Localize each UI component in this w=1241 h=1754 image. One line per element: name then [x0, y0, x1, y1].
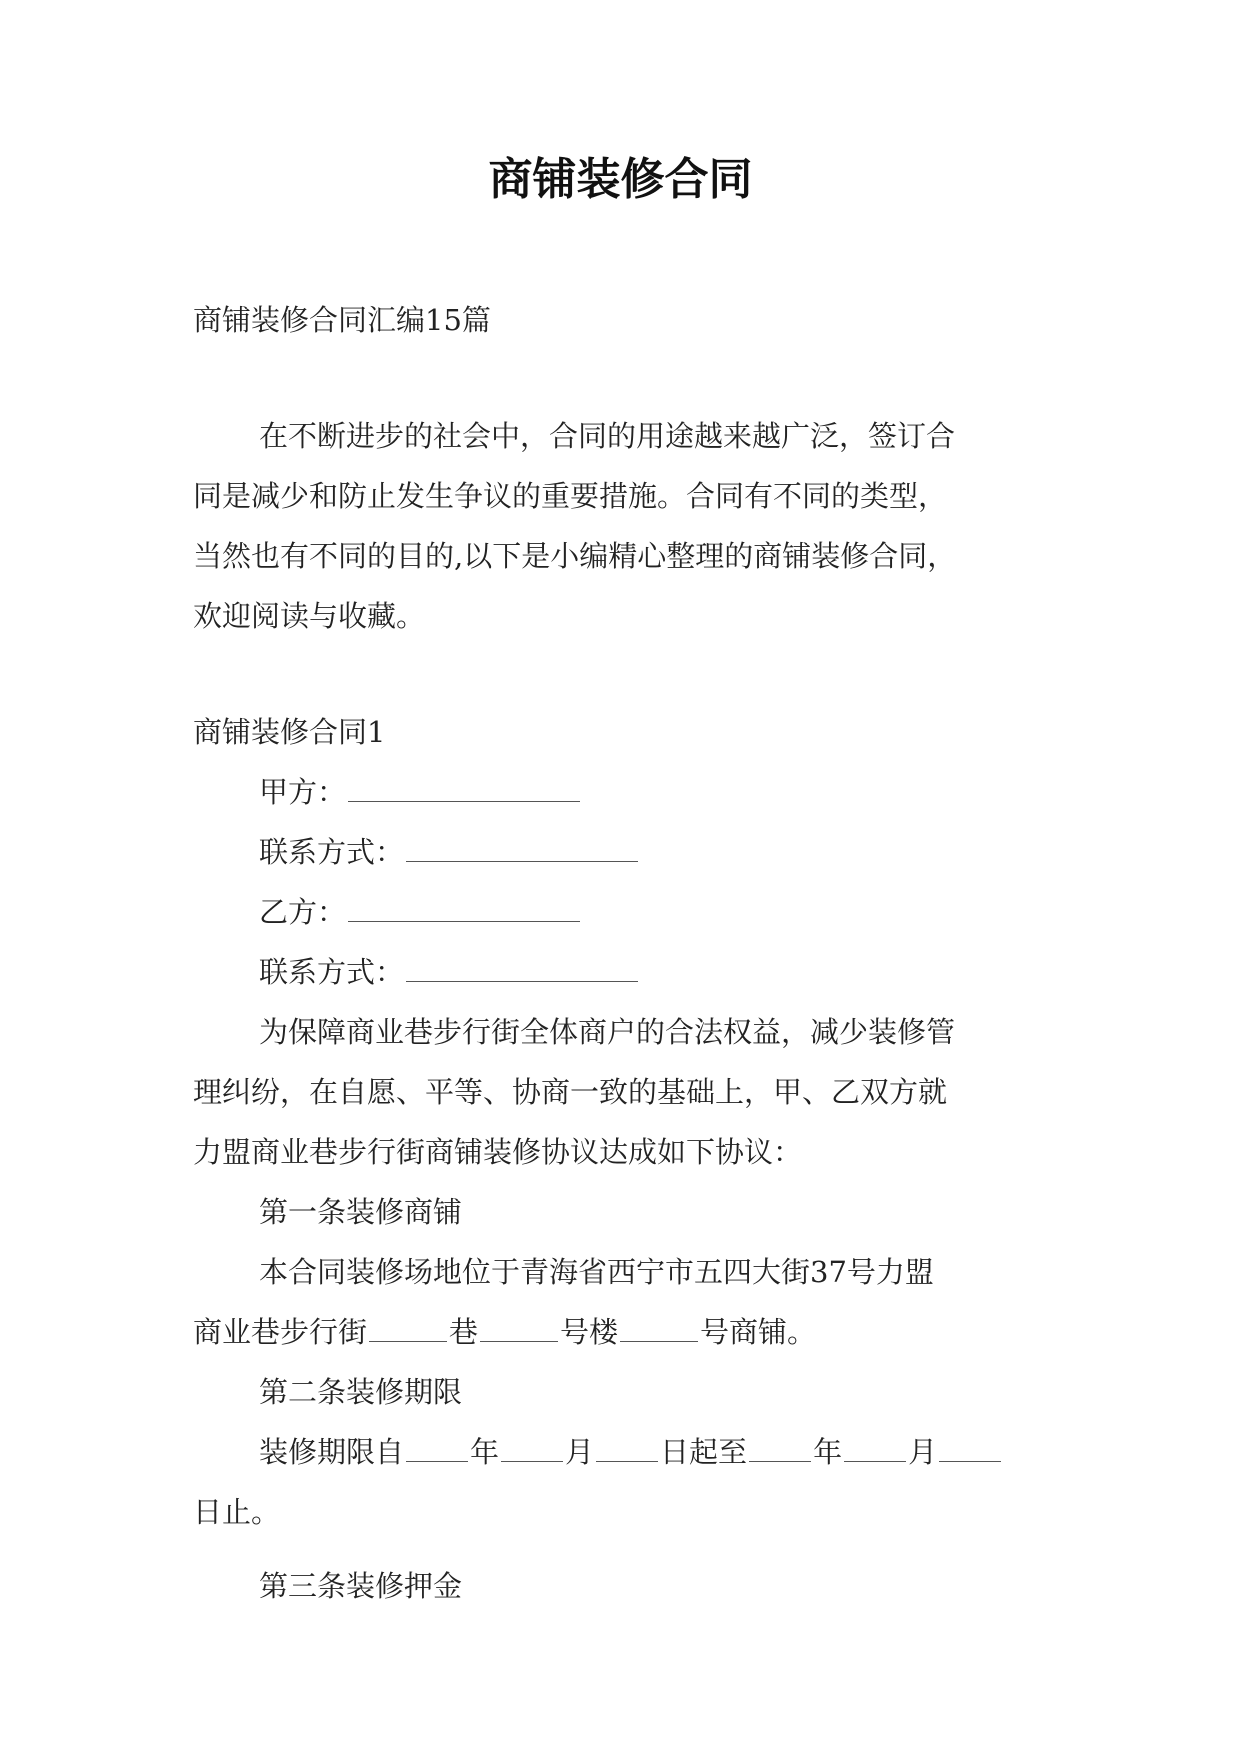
article1-line1: 本合同装修场地位于青海省西宁市五四大街37号力盟 [259, 1255, 934, 1289]
party-b-blank [348, 887, 580, 922]
document-body [193, 290, 1063, 1616]
contact-a-label: 联系方式： [259, 835, 405, 869]
article1-line2 [193, 1302, 1063, 1362]
article1-text: 巷 [449, 1315, 479, 1349]
article1-text: 号楼 [560, 1315, 619, 1349]
party-a-blank [348, 767, 580, 802]
start-year-blank [406, 1427, 468, 1462]
lane-blank [369, 1307, 447, 1342]
document-subtitle: 商铺装修合同汇编15篇 [193, 303, 491, 337]
contact-a-row [193, 822, 1063, 882]
document-title: 商铺装修合同 [488, 154, 753, 205]
party-b-label: 乙方： [259, 895, 347, 929]
party-a-row [193, 762, 1063, 822]
article3-title: 第三条装修押金 [259, 1569, 463, 1603]
party-a-label: 甲方： [259, 775, 347, 809]
article2-line1 [193, 1422, 1063, 1482]
contact-b-label: 联系方式： [259, 955, 405, 989]
party-b-row [193, 882, 1063, 942]
preamble-line: 为保障商业巷步行街全体商户的合法权益，减少装修管 [259, 1015, 956, 1049]
article1-text: 商业巷步行街 [193, 1315, 368, 1349]
article1-title: 第一条装修商铺 [259, 1195, 463, 1229]
intro-paragraph-line: 欢迎阅读与收藏。 [193, 599, 426, 633]
intro-paragraph-line: 同是减少和防止发生争议的重要措施。合同有不同的类型， [193, 479, 948, 513]
article2-line2: 日止。 [193, 1495, 281, 1529]
contact-b-row [193, 942, 1063, 1002]
preamble-line: 力盟商业巷步行街商铺装修协议达成如下协议： [193, 1135, 803, 1169]
end-month-blank [844, 1427, 906, 1462]
start-month-blank [501, 1427, 563, 1462]
start-day-blank [596, 1427, 658, 1462]
contract-heading: 商铺装修合同1 [193, 715, 386, 749]
article2-text: 日起至 [660, 1435, 748, 1469]
intro-paragraph-line: 在不断进步的社会中，合同的用途越来越广泛，签订合 [259, 419, 956, 453]
article2-title: 第二条装修期限 [259, 1375, 463, 1409]
article2-text: 月 [908, 1435, 938, 1469]
article1-text: 号商铺。 [700, 1315, 817, 1349]
article2-text: 月 [565, 1435, 595, 1469]
article2-text: 年 [470, 1435, 500, 1469]
contact-a-blank [406, 827, 638, 862]
article2-text: 装修期限自 [259, 1435, 405, 1469]
building-blank [480, 1307, 558, 1342]
shop-number-blank [620, 1307, 698, 1342]
intro-paragraph-line: 当然也有不同的目的,以下是小编精心整理的商铺装修合同， [193, 539, 957, 573]
article2-text: 年 [813, 1435, 843, 1469]
end-day-blank [939, 1427, 1001, 1462]
preamble-line: 理纠纷，在自愿、平等、协商一致的基础上，甲、乙双方就 [193, 1075, 948, 1109]
contact-b-blank [406, 947, 638, 982]
end-year-blank [749, 1427, 811, 1462]
